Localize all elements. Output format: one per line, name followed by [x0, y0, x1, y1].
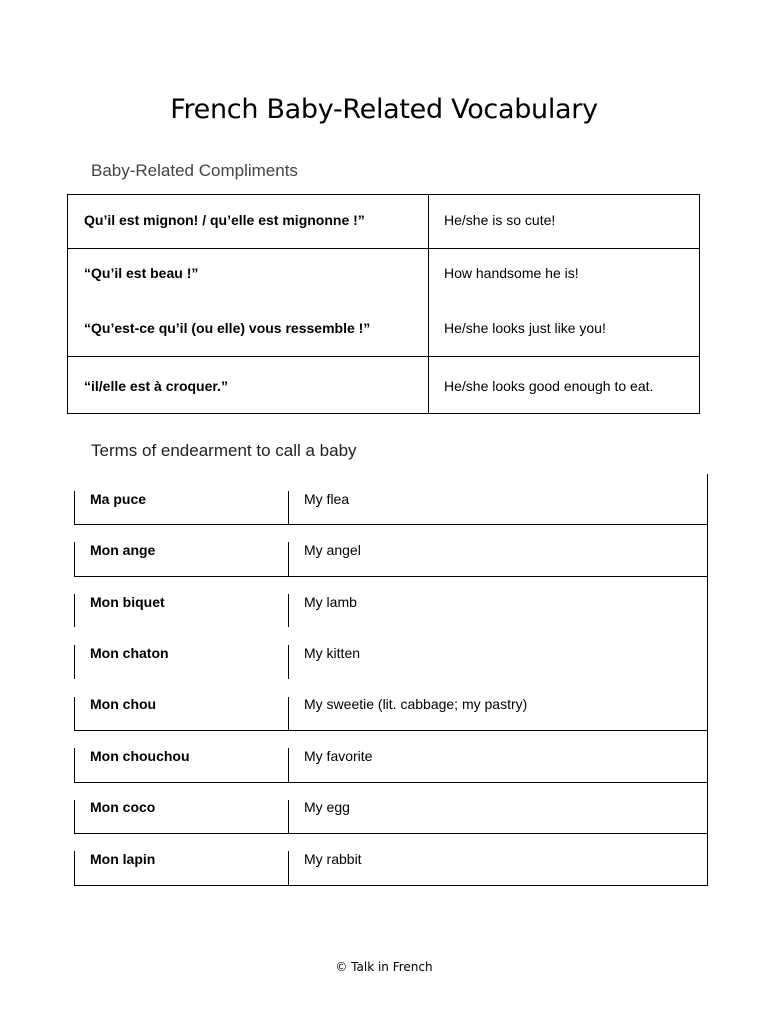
column-divider: [288, 491, 289, 524]
endearment-french: Ma puce: [90, 491, 147, 507]
table-border: [74, 594, 75, 627]
table-border: [74, 645, 75, 679]
column-divider: [288, 542, 289, 576]
row-divider: [74, 730, 708, 731]
compliment-english: He/she looks good enough to eat.: [444, 378, 654, 394]
copyright-footer: © Talk in French: [335, 960, 433, 974]
compliment-french: Qu’il est mignon! / qu’elle est mignonne !”: [84, 212, 365, 228]
row-divider: [74, 576, 708, 577]
endearment-french: Mon biquet: [90, 594, 165, 610]
column-divider: [288, 697, 289, 730]
row-divider: [74, 782, 708, 783]
table-border: [74, 542, 75, 576]
column-divider: [428, 195, 429, 413]
endearment-french: Mon chaton: [90, 645, 169, 661]
endearment-english: My sweetie (lit. cabbage; my pastry): [304, 696, 528, 712]
endearment-french: Mon coco: [90, 799, 156, 815]
endearment-english: My lamb: [304, 594, 357, 610]
endearment-english: My flea: [304, 491, 350, 507]
column-divider: [288, 851, 289, 885]
table-border: [74, 697, 75, 730]
table-border: [707, 474, 708, 886]
compliment-french: “Qu’il est beau !”: [84, 265, 199, 281]
compliment-english: He/she looks just like you!: [444, 320, 606, 336]
column-divider: [288, 800, 289, 833]
endearments-heading: Terms of endearment to call a baby: [91, 441, 357, 460]
column-divider: [288, 748, 289, 782]
row-divider: [74, 524, 708, 525]
compliment-english: How handsome he is!: [444, 265, 579, 281]
table-border: [74, 851, 75, 885]
endearment-english: My egg: [304, 799, 350, 815]
endearment-french: Mon lapin: [90, 851, 156, 867]
table-border: [74, 748, 75, 782]
row-divider: [74, 833, 708, 834]
compliment-french: “il/elle est à croquer.”: [84, 378, 228, 394]
column-divider: [288, 645, 289, 679]
row-divider: [68, 356, 699, 357]
compliment-english: He/she is so cute!: [444, 212, 556, 228]
table-border: [74, 491, 75, 524]
endearment-english: My kitten: [304, 645, 361, 661]
compliments-table: [67, 194, 700, 414]
compliment-french: “Qu’est-ce qu’il (ou elle) vous ressemble !”: [84, 320, 371, 336]
row-divider: [68, 248, 699, 249]
endearment-french: Mon chouchou: [90, 748, 190, 764]
endearment-english: My angel: [304, 542, 361, 558]
row-divider: [74, 885, 708, 886]
endearment-english: My favorite: [304, 748, 373, 764]
table-border: [74, 800, 75, 833]
endearment-english: My rabbit: [304, 851, 362, 867]
compliments-heading: Baby-Related Compliments: [91, 161, 298, 180]
page-title: French Baby-Related Vocabulary: [170, 94, 598, 125]
endearment-french: Mon chou: [90, 696, 157, 712]
column-divider: [288, 594, 289, 627]
endearment-french: Mon ange: [90, 542, 156, 558]
